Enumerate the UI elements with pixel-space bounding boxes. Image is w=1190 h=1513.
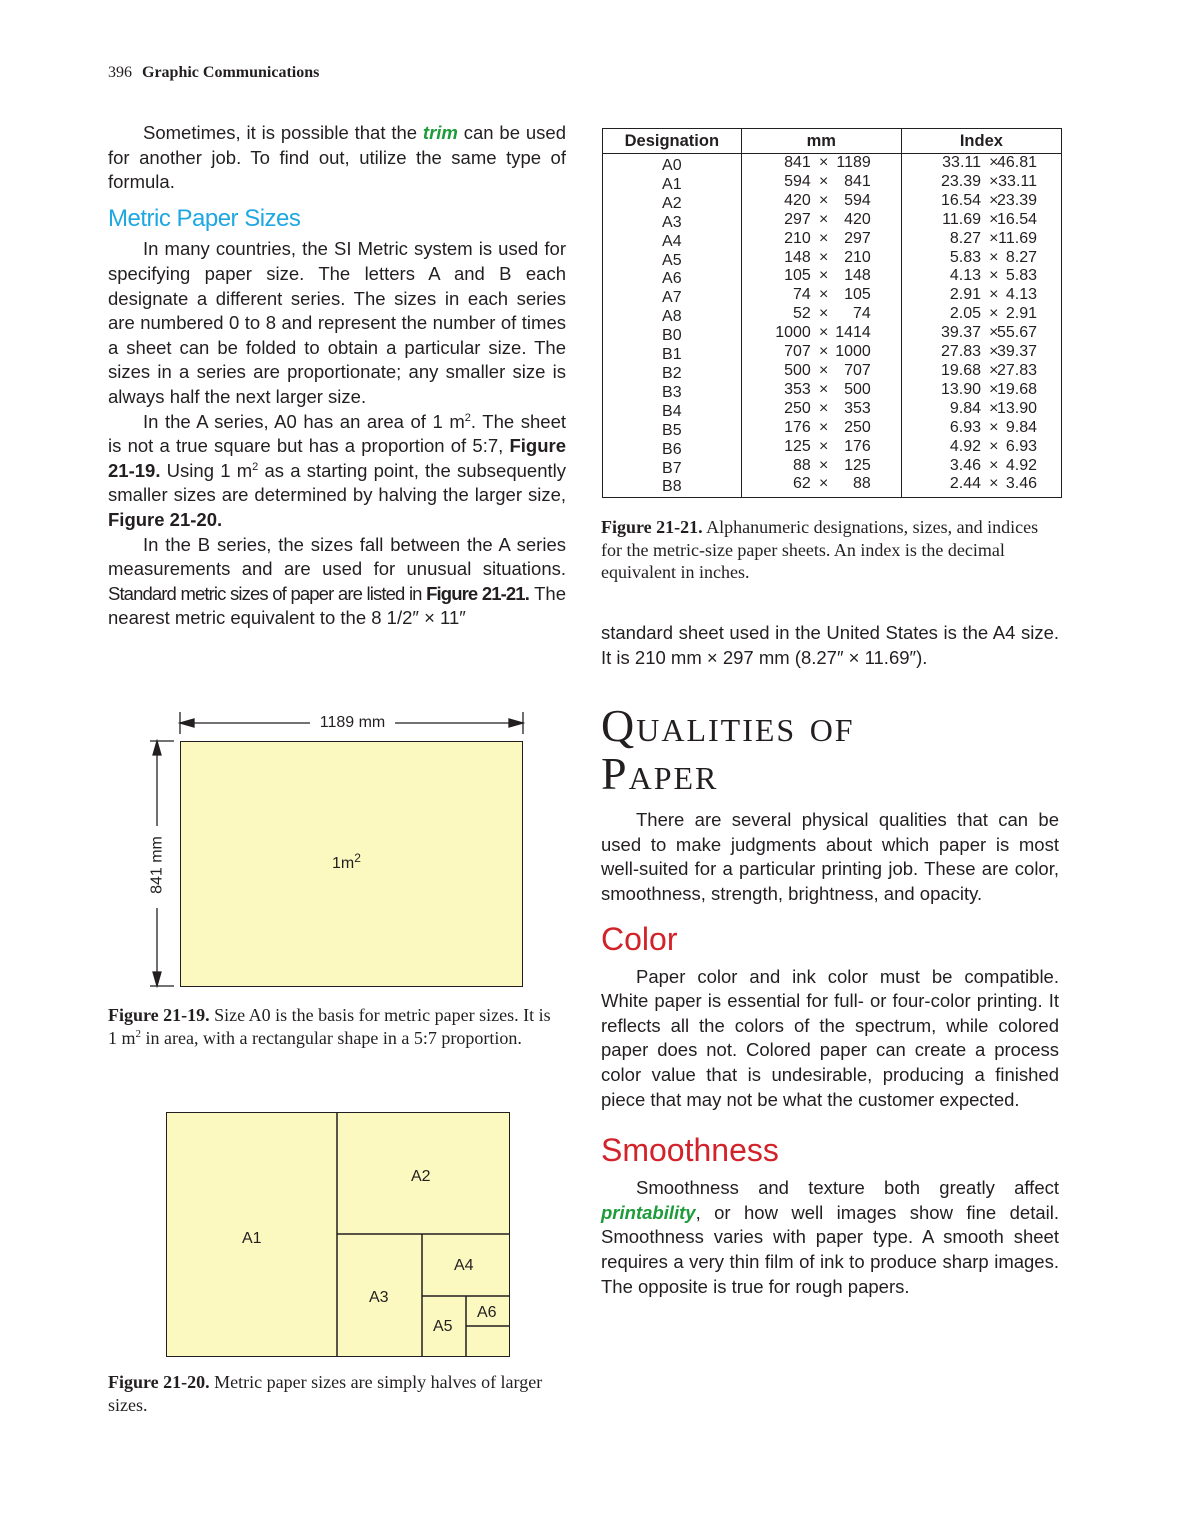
cell-mm: 250 × 353 [741, 403, 901, 422]
paragraph-qualities: There are several physical qualities that can be used to make judgments about which paper is most well-suited for a particular printing job. These are color, smoothness, strength, brightness, and opacity. [601, 809, 1059, 904]
cell-mm: 500 × 707 [741, 365, 901, 384]
book-title: Graphic Communications [142, 64, 320, 81]
cell-index: 19.68 × 27.83 [901, 365, 1061, 384]
width-label: 1189 mm [319, 714, 386, 731]
cell-index: 6.93 × 9.84 [901, 422, 1061, 441]
figure-21-20 [166, 1112, 510, 1357]
figure-21-19 [150, 708, 530, 993]
cell-designation: A8 [603, 308, 742, 327]
cell-designation: B0 [603, 327, 742, 346]
header-designation: Designation [603, 129, 742, 154]
cell-mm: 125 × 176 [741, 441, 901, 460]
cell-index: 4.13 × 5.83 [901, 270, 1061, 289]
cell-mm: 52 × 74 [741, 308, 901, 327]
cell-index: 9.84 × 13.90 [901, 403, 1061, 422]
cell-mm: 74 × 105 [741, 289, 901, 308]
cell-index: 4.92 × 6.93 [901, 441, 1061, 460]
cell-designation: A1 [603, 176, 742, 195]
heading-metric-paper-sizes: Metric Paper Sizes [108, 204, 301, 232]
cell-mm: 148 × 210 [741, 252, 901, 271]
cell-mm: 176 × 250 [741, 422, 901, 441]
caption-figure-21-21: Figure 21-21. Alphanumeric designations, sizes, and indices for the metric-size paper sheets. An index is the decimal equivalent in inches. [601, 517, 1039, 582]
paragraph-a4-continued: standard sheet used in the United States is the A4 size. It is 210 mm × 297 mm (8.27″ × 11.69″). [601, 622, 1059, 668]
term-trim: trim [422, 122, 458, 143]
paragraph-a-series: In the A series, A0 has an area of 1 $m^2$. The sheet is not a true square but has a proportion of 5:7, Figure 21-19. Using 1 $m^2$ as a starting point, the subsequently smaller sizes are determined by halving the larger size, Figure 21-20. [108, 410, 566, 530]
header-index: Index [901, 129, 1061, 154]
paragraph-smoothness: Smoothness and texture both greatly affect printability, or how well images show fine detail. Smoothness varies with paper type. A smooth sheet requires a very thin film of ink to produce sharp images. The opposite is true for rough papers. [601, 1177, 1059, 1297]
cell-designation: A4 [603, 233, 742, 252]
table-row [603, 478, 1062, 497]
cell-mm: 420 × 594 [741, 195, 901, 214]
cell-index: 2.44 × 3.46 [901, 478, 1061, 497]
cell-designation: A2 [603, 195, 742, 214]
label-a3: A3 [369, 1289, 389, 1306]
heading-qualities-of-paper: Qualities of Paper [601, 700, 855, 800]
cell-designation: A0 [603, 154, 742, 176]
cell-index: 2.91 × 4.13 [901, 289, 1061, 308]
fold-lines [166, 1112, 510, 1357]
cell-designation: B4 [603, 403, 742, 422]
cell-designation: A3 [603, 214, 742, 233]
cell-designation: A5 [603, 252, 742, 271]
caption-figure-21-20: Figure 21-20. Metric paper sizes are simply halves of larger sizes. [108, 1372, 543, 1415]
cell-designation: A7 [603, 289, 742, 308]
cell-mm: 353 × 500 [741, 384, 901, 403]
figure-ref: Figure 21-20. [108, 508, 223, 530]
label-a4: A4 [454, 1257, 474, 1274]
running-head [108, 64, 319, 82]
cell-mm: 297 × 420 [741, 214, 901, 233]
term-printability: printability [601, 1201, 696, 1223]
cell-mm: 88 × 125 [741, 460, 901, 479]
cell-index: 5.83 × 8.27 [901, 252, 1061, 271]
cell-designation: B7 [603, 460, 742, 479]
cell-mm: 707 × 1000 [741, 346, 901, 365]
area-label: $1m^2$ [332, 851, 361, 872]
cell-index: 27.83 × 39.37 [901, 346, 1061, 365]
label-a6: A6 [477, 1304, 497, 1321]
table-body [603, 154, 1062, 498]
cell-index: 33.11 × 46.81 [901, 154, 1061, 176]
cell-mm: 62 × 88 [741, 478, 901, 497]
cell-mm: 210 × 297 [741, 233, 901, 252]
figure-ref: Figure 21-19. [108, 435, 566, 481]
cell-index: 11.69 × 16.54 [901, 214, 1061, 233]
cell-mm: 841 × 1189 [741, 154, 901, 176]
cell-mm: 594 × 841 [741, 176, 901, 195]
heading-smoothness: Smoothness [601, 1132, 779, 1169]
cell-index: 2.05 × 2.91 [901, 308, 1061, 327]
paragraph-trim: Sometimes, it is possible that the trim can be used for another job. To find out, utilize the same type of formula. [108, 122, 566, 193]
cell-index: 3.46 × 4.92 [901, 460, 1061, 479]
height-label: 841 mm [148, 836, 166, 894]
paragraph-color: Paper color and ink color must be compatible. White paper is essential for full- or four-color printing. It reflects all the colors of the spectrum, while colored paper does not. Colored paper can create a process color value that is undesirable, producing a finished piece that may not be what the customer expected. [601, 965, 1059, 1110]
heading-color: Color [601, 920, 678, 957]
label-a2: A2 [411, 1168, 431, 1185]
cell-designation: B8 [603, 478, 742, 497]
label-a1: A1 [242, 1230, 262, 1247]
cell-designation: B6 [603, 441, 742, 460]
header-mm: mm [741, 129, 901, 154]
caption-figure-21-19: Figure 21-19. Size A0 is the basis for metric paper sizes. It is 1 $m^2$ in area, with a rectangular shape in a 5:7 proportion. [108, 1005, 551, 1048]
page-number: 396 [108, 64, 132, 81]
paragraph-b-series: In the B series, the sizes fall between the A series measurements and are used for unusual situations. Standard metric sizes of paper are listed in Figure 21-21. The nearest metric equivalent to the 8 1/2″ × 11″ [108, 533, 566, 629]
paper-size-table [602, 128, 1062, 498]
cell-index: 8.27 × 11.69 [901, 233, 1061, 252]
cell-designation: A6 [603, 270, 742, 289]
cell-index: 39.37 × 55.67 [901, 327, 1061, 346]
left-column [108, 121, 566, 631]
right-column [601, 621, 1059, 1299]
figure-ref: Figure 21-21. [426, 582, 529, 604]
cell-designation: B1 [603, 346, 742, 365]
cell-index: 23.39 × 33.11 [901, 176, 1061, 195]
cell-index: 16.54 × 23.39 [901, 195, 1061, 214]
cell-mm: 105 × 148 [741, 270, 901, 289]
cell-index: 13.90 × 19.68 [901, 384, 1061, 403]
cell-designation: B5 [603, 422, 742, 441]
cell-mm: 1000 × 1414 [741, 327, 901, 346]
paragraph-si-metric: In many countries, the SI Metric system is used for specifying paper size. The letters A and B each designate a different series. The sizes in each series are numbered 0 to 8 and represent the number of times a sheet can be folded to obtain a particular size. The sizes in a series are proportionate; any smaller size is always half the next larger size. [108, 238, 566, 407]
cell-designation: B2 [603, 365, 742, 384]
table-header-row [603, 129, 1062, 154]
cell-designation: B3 [603, 384, 742, 403]
label-a5: A5 [433, 1318, 453, 1335]
